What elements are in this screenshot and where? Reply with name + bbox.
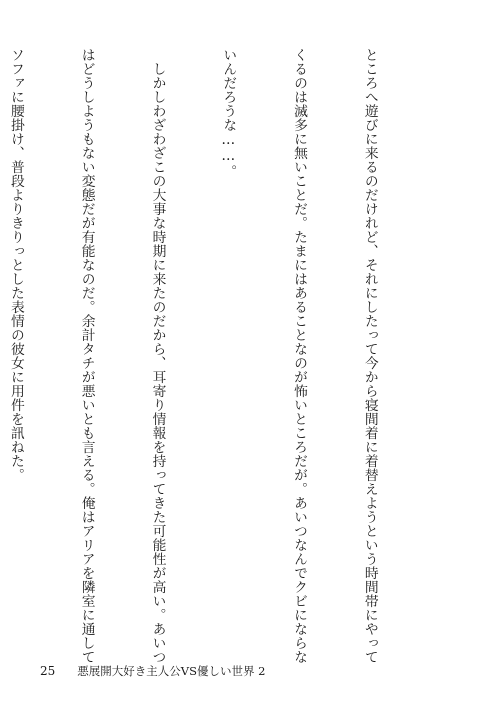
text-line: いんだろうな……。 [220,48,237,179]
page-number: 25 [40,664,56,678]
text-line: はどうしようもない変態だが有能なのだ。余計タチが悪いとも言える。俺はアリアを隣室に通して [78,48,95,664]
body-text [0,48,428,664]
text-line: ソファに腰掛け、普段よりきりっとした表情の彼女に用件を訊ねた。 [7,48,24,482]
text-line: しかしわざわざこの大事な時期に来たのだから、耳寄り情報を持ってきた可能性が高い。あいつ [149,48,166,664]
text-line: くるのは滅多に無いことだ。たまにはあることなのが怖いところだが。あいつなんでクビにならな [291,48,308,664]
book-title: 悪展開大好き主人公VS優しい世界 2 [77,664,266,678]
text-line: ところへ遊びに来るのだけれど、それにしたって今から寝間着に着替えようという時間帯にやって [361,48,378,664]
page-footer [40,663,265,679]
